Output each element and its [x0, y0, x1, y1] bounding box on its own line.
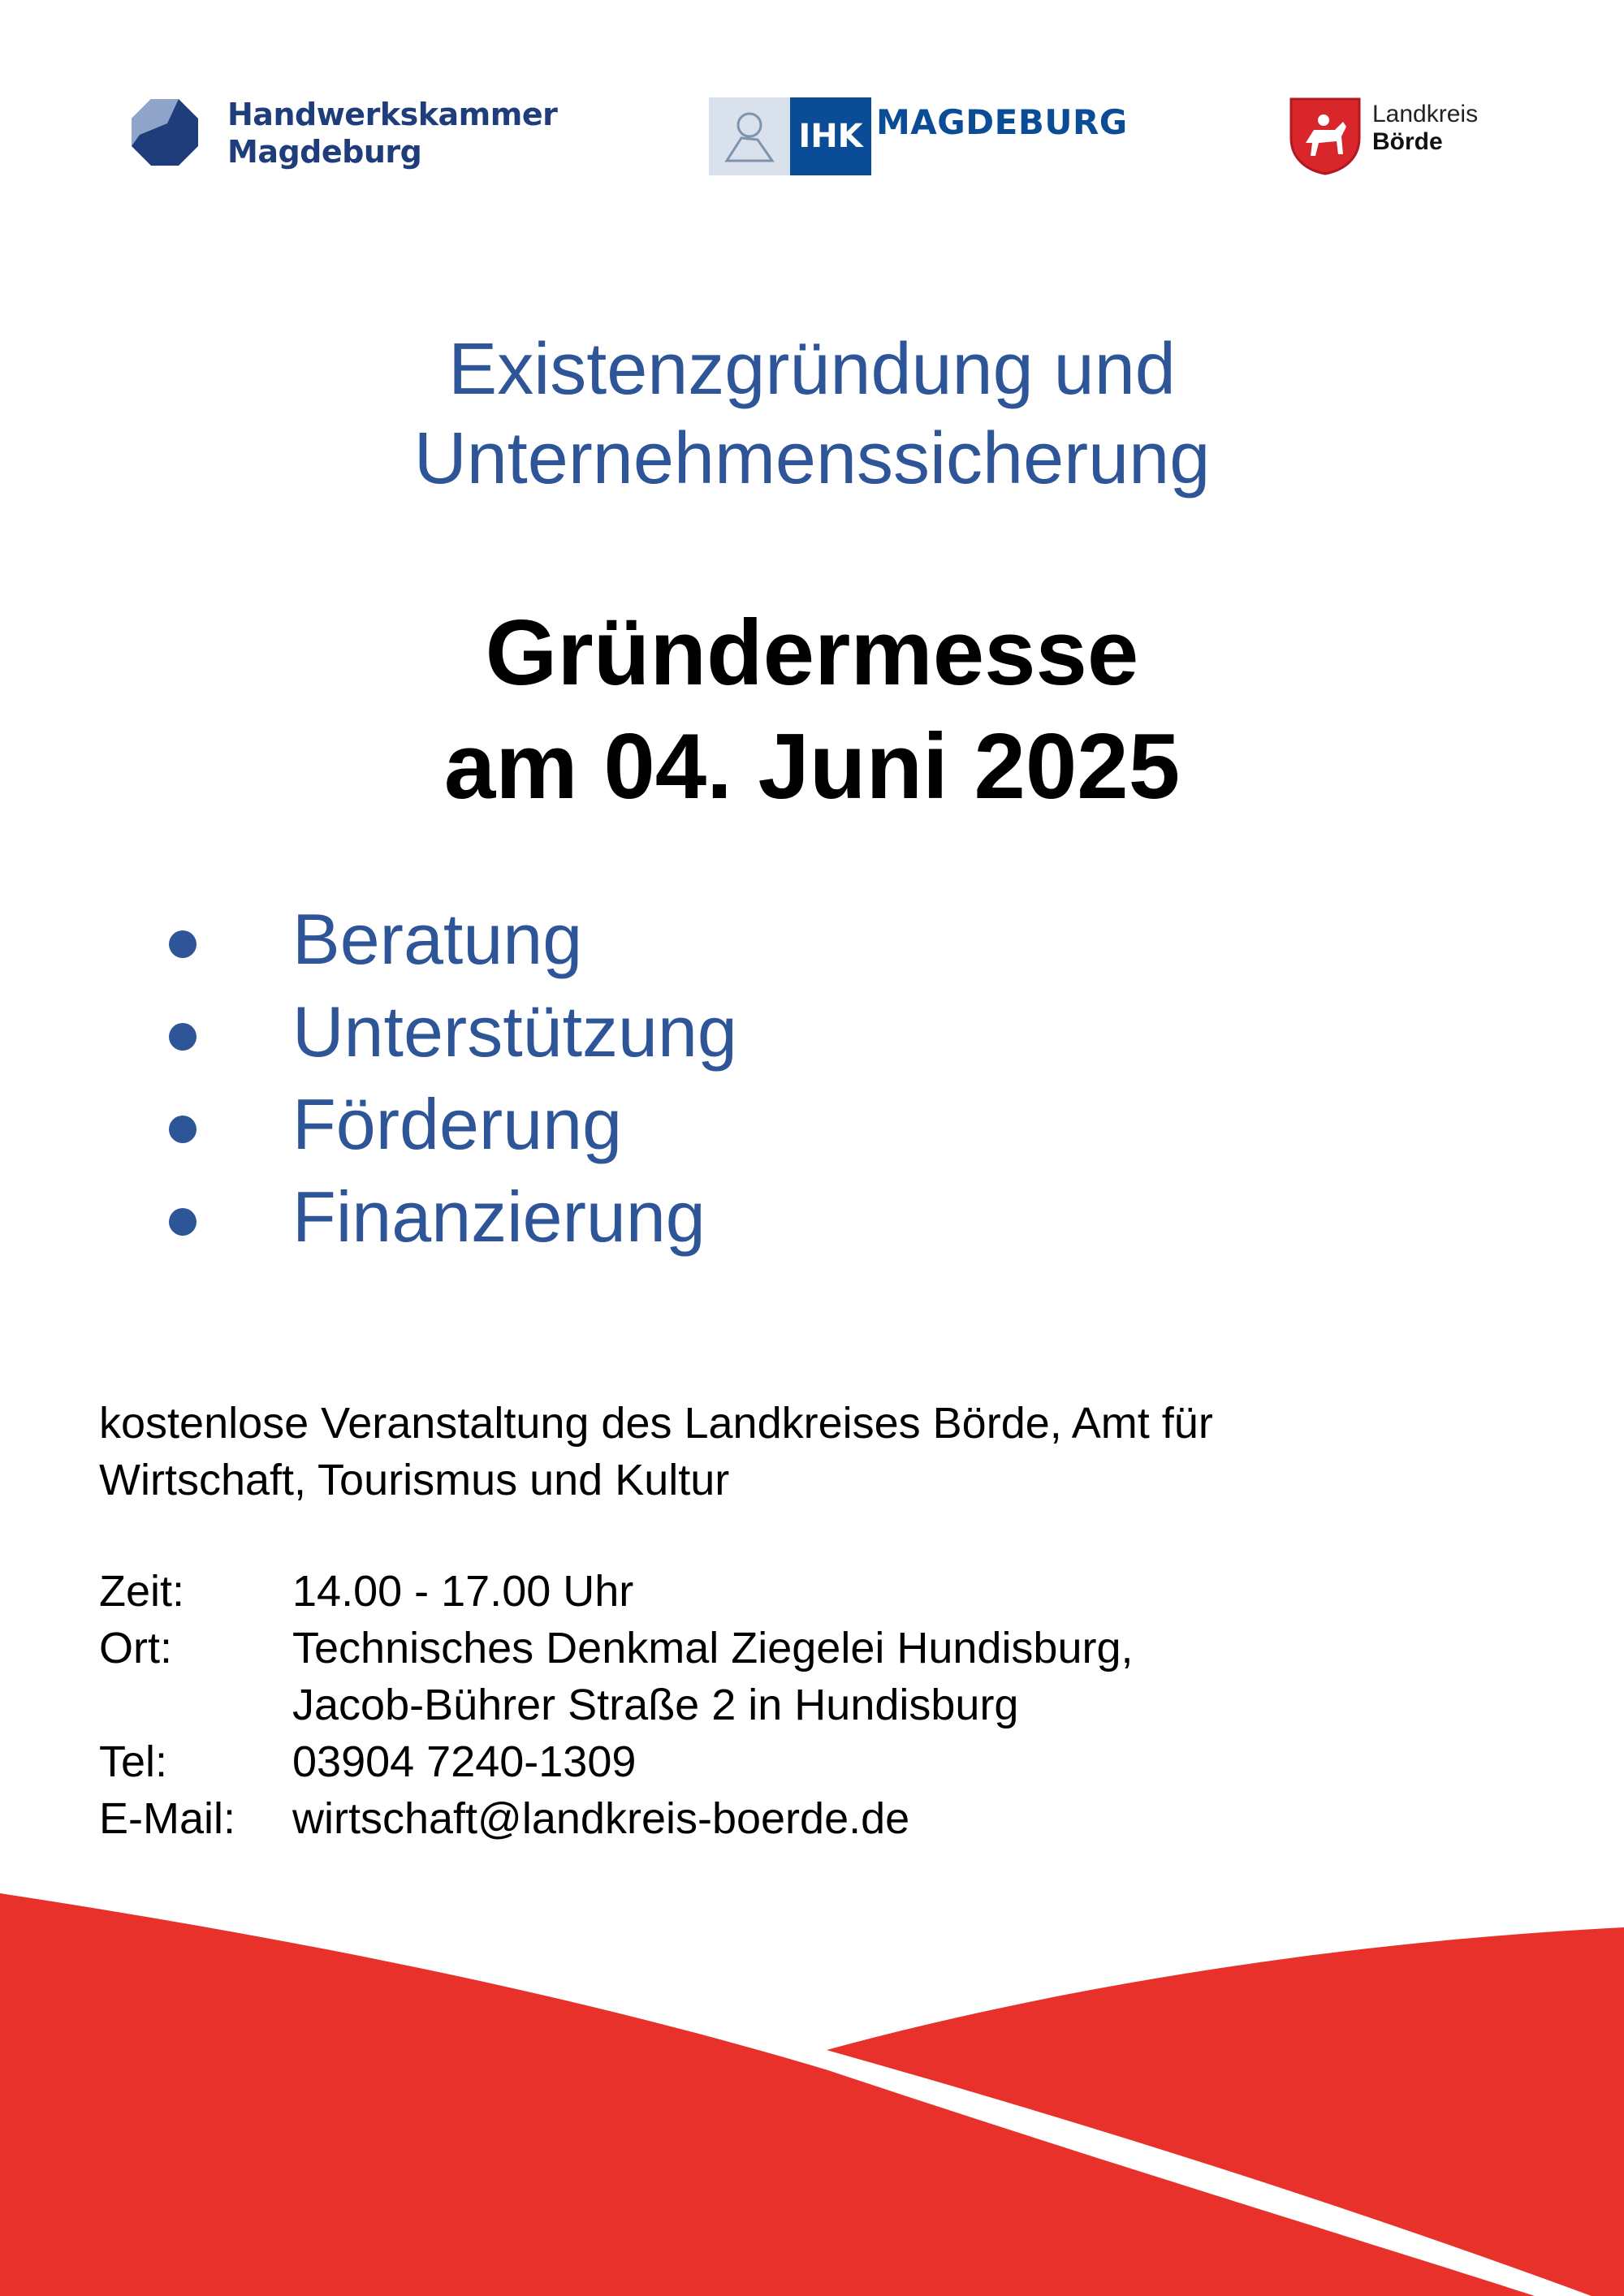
place-value: Technisches Denkmal Ziegelei Hundisburg, — [292, 1624, 1134, 1672]
subtitle-line1: Existenzgründung und — [448, 329, 1176, 410]
landkreis-boerde-logo — [1289, 97, 1501, 175]
hwk-name-line1: Handwerkskammer — [227, 97, 558, 132]
email-label: E-Mail: — [99, 1794, 236, 1843]
handwerkskammer-logo — [132, 96, 558, 177]
event-title — [0, 597, 1624, 824]
time-row — [99, 1563, 1134, 1620]
description-line2: Wirtschaft, Tourismus und Kultur — [99, 1456, 730, 1504]
ihk-name: MAGDEBURG — [876, 102, 1128, 142]
bullet-icon — [169, 1023, 197, 1051]
list-item: Förderung — [162, 1078, 737, 1171]
decorative-wave — [0, 1867, 1624, 2296]
ihk-emblem-icon — [709, 97, 790, 175]
subtitle-line2: Unternehmenssicherung — [413, 418, 1211, 499]
ihk-badge: IHK — [790, 97, 871, 175]
time-value: 14.00 - 17.00 Uhr — [292, 1567, 634, 1616]
description-line1: kostenlose Veranstaltung des Landkreises Börde, Amt für — [99, 1399, 1213, 1448]
place-row — [99, 1620, 1134, 1677]
topic-list — [162, 893, 737, 1263]
list-item: Finanzierung — [162, 1171, 737, 1263]
list-item: Unterstützung — [162, 986, 737, 1078]
place-address: Jacob-Bührer Straße 2 in Hundisburg — [292, 1681, 1019, 1729]
hwk-octagon-icon — [132, 99, 198, 166]
time-label: Zeit: — [99, 1567, 185, 1616]
phone-value: 03904 7240-1309 — [292, 1737, 637, 1786]
landkreis-label: Landkreis — [1372, 101, 1479, 127]
ihk-logo — [709, 97, 1128, 175]
event-subtitle — [0, 325, 1624, 503]
bullet-icon — [169, 930, 197, 958]
bullet-icon — [169, 1116, 197, 1143]
hwk-name-line2: Magdeburg — [227, 134, 422, 170]
title-line2: am 04. Juni 2025 — [443, 715, 1181, 818]
coat-of-arms-icon — [1289, 97, 1361, 175]
phone-label: Tel: — [99, 1737, 168, 1786]
email-row — [99, 1790, 1134, 1847]
boerde-label: Börde — [1372, 128, 1443, 155]
event-details — [99, 1563, 1134, 1847]
phone-row — [99, 1733, 1134, 1790]
place-row-2 — [99, 1677, 1134, 1733]
list-item: Beratung — [162, 893, 737, 986]
place-label: Ort: — [99, 1624, 172, 1672]
title-line1: Gründermesse — [485, 602, 1139, 705]
event-description — [99, 1395, 1528, 1508]
bullet-icon — [169, 1208, 197, 1236]
email-link[interactable]: wirtschaft@landkreis-boerde.de — [292, 1794, 910, 1843]
